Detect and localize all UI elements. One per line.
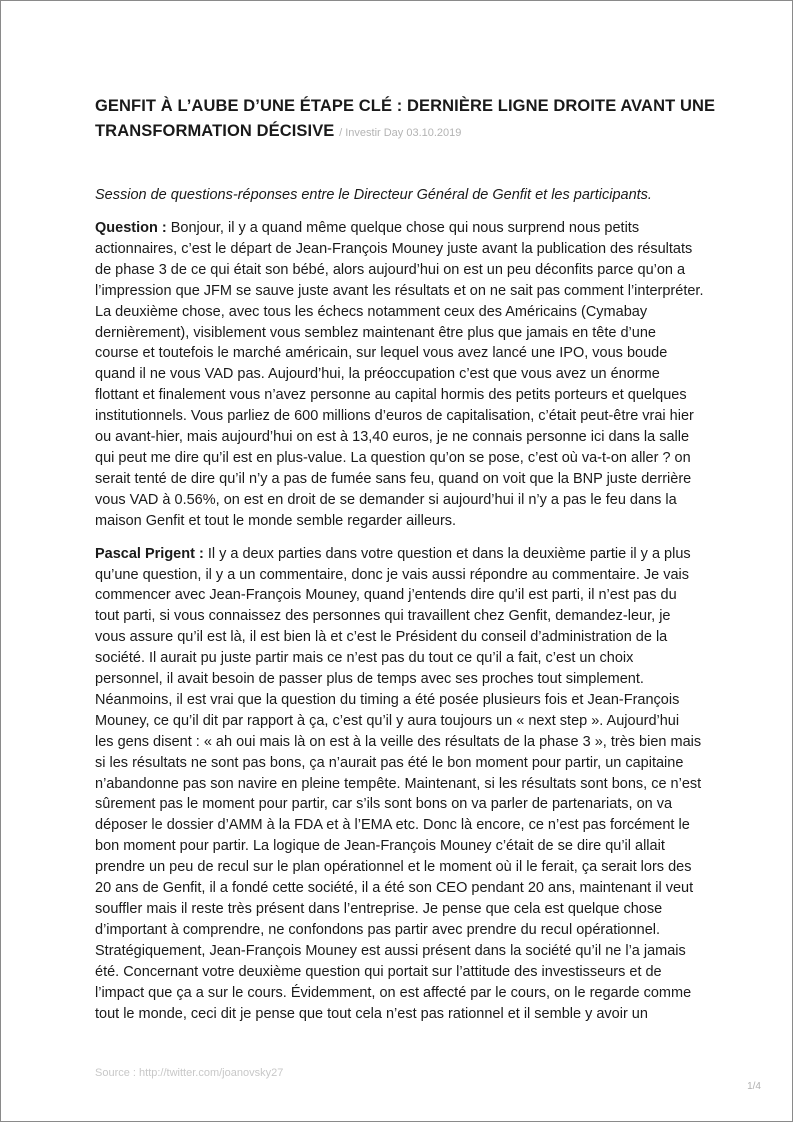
- paragraph-line: bon moment pour partir. La logique de Jean-François Mouney c’était de se dire qu’il allait: [95, 838, 665, 855]
- paragraph-line: n’abandonne pas son navire en pleine tempête. Maintenant, si les résultats sont bons, ce n’est: [95, 775, 702, 792]
- speaker-label: Question :: [95, 220, 167, 236]
- paragraph-line: l’impression que JFM se sauve juste avant les résultats et on ne sait pas comment l’interpréter.: [95, 282, 704, 299]
- paragraph-line: qu’une question, il y a un commentaire, donc je vais aussi répondre au commentaire. Je vais: [95, 566, 690, 583]
- paragraph-line: tout le monde, ceci dit je pense que tout cela n’est pas rationnel et il semble y avoir un: [95, 1005, 648, 1022]
- paragraph-line: commencer avec Jean-François Mouney, quand j’entends dire qu’il est parti, il n’est pas du: [95, 587, 677, 604]
- paragraph-line: course et toutefois le marché américain, sur lequel vous avez lancé une IPO, vous boude: [95, 345, 668, 362]
- question-paragraph: [95, 218, 709, 532]
- line-text: Bonjour, il y a quand même quelque chose qui nous surprend nous petits: [166, 220, 640, 236]
- line-text: Il y a deux parties dans votre question et dans la deuxième partie il y a plus: [203, 545, 691, 562]
- paragraph-line: vous VAD à 0.56%, on est en droit de se demander si aujourd’hui il n’y a pas le feu dans la: [95, 491, 677, 508]
- paragraph-line: déposer le dossier d’AMM à la FDA et à l’EMA etc. Donc là encore, ce n’est pas forcément le: [95, 817, 690, 834]
- paragraph-line: ou avant-hier, mais aujourd’hui on est à 13,40 euros, je ne connais personne ici dans la salle: [95, 429, 690, 446]
- paragraph-line: prendre un peu de recul sur le plan opérationnel et le moment où il le ferait, ça serait lors des: [95, 859, 692, 876]
- paragraph-line: serait tenté de dire qu’il n’y a pas de fumée sans feu, quand on voit que la BNP juste derrière: [95, 470, 692, 487]
- paragraph-line: les gens disent : « ah oui mais là on est à la veille des résultats de la phase 3 », très bien mais: [95, 733, 702, 750]
- paragraph-line: [95, 544, 709, 565]
- paragraph-line: maison Genfit et tout le monde semble regarder ailleurs.: [95, 512, 457, 529]
- paragraph-line: actionnaires, c’est le départ de Jean-François Mouney juste avant la publication des résultats: [95, 240, 693, 257]
- source-link[interactable]: Source : http://twitter.com/joanovsky27: [95, 1067, 284, 1079]
- paragraph-line: sûrement pas le moment pour partir, car s’ils sont bons on va parler de partenariats, on va: [95, 796, 673, 813]
- paragraph-line: vous assure qu’il est là, il est bien là et c’est le Président du conseil d’administration de la: [95, 629, 668, 646]
- title-line-2: TRANSFORMATION DÉCISIVE: [95, 122, 335, 140]
- title-subtitle: / Investir Day 03.10.2019: [339, 127, 462, 139]
- paragraph-line: tout parti, si vous connaissez des personnes qui travaillent chez Genfit, demandez-leur, je: [95, 608, 671, 625]
- paragraph-line: d’important à comprendre, ne confondons pas partir avec prendre du recul opérationnel.: [95, 921, 661, 938]
- paragraph-line: quand il ne vous VAD pas. Aujourd’hui, la préoccupation c’est que vous avez un énorme: [95, 366, 660, 383]
- paragraph-line: personnel, il avait besoin de passer plus de temps avec ses proches tout simplement.: [95, 671, 644, 688]
- paragraph-line: La deuxième chose, avec tous les échecs notamment ceux des Américains (Cymabay: [95, 303, 648, 320]
- paragraph-line: flottant et finalement vous n’avez personne au capital hormis des petits porteurs et quelques: [95, 387, 687, 404]
- paragraph-line: [95, 218, 709, 239]
- paragraph-line: si les résultats ne sont pas bons, ça n’aurait pas été le bon moment pour partir, un capitaine: [95, 754, 684, 771]
- page-number: 1/4: [747, 1081, 761, 1092]
- paragraph-line: Stratégiquement, Jean-François Mouney est aussi présent dans la société qu’il ne l’a jamais: [95, 942, 686, 959]
- paragraph-line: société. Il aurait pu juste partir mais ce n’est pas du tout ce qu’il a fait, c’est un choix: [95, 650, 634, 667]
- paragraph-line: été. Concernant votre deuxième question qui portait sur l’attitude des investisseurs et de: [95, 963, 662, 980]
- paragraph-line: institutionnels. Vous parliez de 600 millions d’euros de capitalisation, c’était peut-être vrai hier: [95, 408, 694, 425]
- paragraph-line: de phase 3 de ce qui était son bébé, alors aujourd’hui on est un peu déconfits parce qu’on a: [95, 261, 686, 278]
- paragraph-line: Néanmoins, il est vrai que la question du timing a été posée plusieurs fois et Jean-François: [95, 691, 680, 708]
- paragraph-line: Mouney, ce qu’il dit par rapport à ça, c’est qu’il y aura toujours un « next step ». Aujourd’hui: [95, 712, 680, 729]
- paragraph-line: l’impact que ça a sur le cours. Évidemment, on est affecté par le cours, on le regarde comme: [95, 984, 692, 1001]
- speaker-label: Pascal Prigent :: [95, 545, 204, 562]
- document-title: [95, 94, 735, 146]
- paragraph-line: qui peut me dire qu’il est en plus-value. La question qu’on se pose, c’est où va-t-on aller ? on: [95, 449, 691, 466]
- paragraph-line: dernièrement), visiblement vous semblez maintenant être plus que jamais en tête d’une: [95, 324, 656, 341]
- paragraph-line: souffler mais il reste très présent dans l’entreprise. Je pense que cela est quelque chose: [95, 901, 663, 917]
- answer-paragraph: [95, 544, 709, 1025]
- intro-text: Session de questions-réponses entre le Directeur Général de Genfit et les participants.: [95, 187, 652, 203]
- title-line-1: GENFIT À L’AUBE D’UNE ÉTAPE CLÉ : DERNIÈRE LIGNE DROITE AVANT UNE: [95, 97, 716, 115]
- paragraph-line: 20 ans de Genfit, il a fondé cette société, il a été son CEO pendant 20 ans, maintenant il veut: [95, 880, 694, 897]
- body-text: [95, 218, 709, 1036]
